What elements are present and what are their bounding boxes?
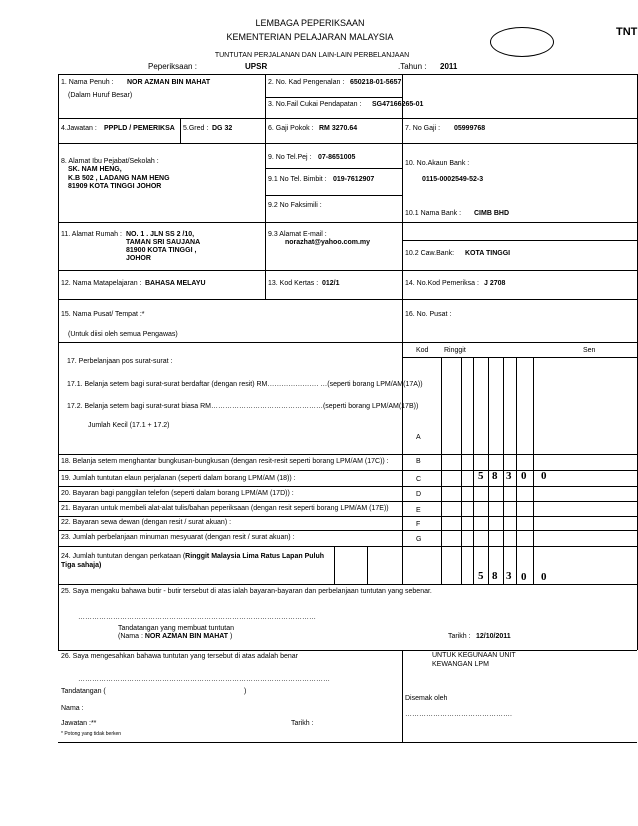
r24-digit: 5: [478, 570, 484, 582]
code-d: D: [416, 491, 422, 498]
row-21: 21. Bayaran untuk membeli alat-alat tulis/bahan peperiksaan (dengan resit seperti borang LPM/AM (17E)): [61, 505, 389, 512]
kertas-label: 13. Kod Kertas :: [268, 280, 319, 287]
jawatan-sign: Jawatan :**: [61, 720, 97, 727]
verify-dots: ………………………………………………………………………………………………: [78, 676, 330, 683]
row-17-2: 17.2. Belanja setem bagi surat-surat biasa RM…………………………………………(seperti borang LPM/AM(17B)): [67, 403, 419, 410]
r19-digit: 5: [478, 470, 484, 482]
bimbit-label: 9.1 No Tel. Bimbit :: [268, 176, 327, 183]
check-dots: ……………………………………….: [405, 711, 512, 718]
kp-value: 650218-01-5657: [350, 79, 402, 86]
cukai-label: 3. No.Fail Cukai Pendapatan :: [268, 101, 362, 108]
row-24-prefix: 24. Jumlah tuntutan dengan perkataan (: [61, 553, 186, 560]
rumah-line: TAMAN SRI SAUJANA: [126, 239, 201, 246]
row-24-words2: Tiga sahaja): [61, 562, 102, 569]
row-20: 20. Bayaran bagi panggilan telefon (seperti dalam borang LPM/AM (17D)) :: [61, 490, 294, 497]
tt-close: ): [244, 688, 247, 695]
date-label: Tarikh :: [448, 633, 471, 640]
kp-label: 2. No. Kad Pengenalan :: [268, 79, 345, 86]
row-24: [61, 553, 324, 560]
name-value: NOR AZMAN BIN MAHAT: [144, 633, 229, 640]
unit-line1: UNTUK KEGUNAAN UNIT: [432, 652, 516, 659]
r19-digit: 3: [506, 470, 512, 482]
row-18: 18. Belanja setem menghantar bungkusan-bungkusan (dengan resit-resit seperti borang LPM/AM (17C)) :: [61, 458, 389, 465]
telpej-value: 07-8651005: [318, 154, 356, 161]
email-value: norazhat@yahoo.com.my: [285, 239, 371, 246]
tt-open: Tandatangan (: [61, 688, 106, 695]
gaji-value: RM 3270.64: [319, 125, 358, 132]
nopusat-label: 16. No. Pusat :: [405, 311, 452, 318]
rumah-line: 81900 KOTA TINGGI ,: [126, 247, 197, 254]
nama-note: (Dalam Huruf Besar): [68, 92, 133, 99]
year-label: .Tahun :: [398, 62, 427, 71]
row-22: 22. Bayaran sewa dewan (dengan resit / surat akuan) :: [61, 519, 232, 526]
tarikh-sign: Tarikh :: [291, 720, 314, 727]
caw-value: KOTA TINGGI: [465, 250, 511, 257]
gred-value: DG 32: [212, 125, 233, 132]
nama-label: 1. Nama Penuh :: [61, 79, 114, 86]
nogaji-label: 7. No Gaji :: [405, 125, 441, 132]
r24-digit: 0: [521, 571, 527, 583]
row-23: 23. Jumlah perbelanjaan minuman mesyuarat (dengan resit / surat akuan) :: [61, 534, 295, 541]
gred-label: 5.Gred :: [183, 125, 209, 132]
jawatan-value: PPPLD / PEMERIKSA: [104, 125, 175, 132]
code-b: B: [416, 458, 421, 465]
nogaji-value: 05999768: [454, 125, 486, 132]
year-value: 2011: [440, 62, 458, 71]
claimant-name: [118, 633, 232, 640]
caw-label: 10.2 Caw.Bank:: [405, 250, 455, 257]
r24-digit: 0: [541, 571, 547, 583]
row-24-words: Ringgit Malaysia Lima Ratus Lapan Puluh: [185, 553, 325, 560]
rumah-label: 11. Alamat Rumah :: [61, 231, 122, 238]
faks-label: 9.2 No Faksimili :: [268, 202, 322, 209]
bank-value: CIMB BHD: [474, 210, 509, 217]
row-25: 25. Saya mengaku bahawa butir - butir tersebut di atas ialah bayaran-bayaran dan perbelanjaan tuntutan yang sebenar.: [61, 588, 432, 595]
gaji-label: 6. Gaji Pokok :: [268, 125, 314, 132]
bimbit-value: 019-7612907: [333, 176, 375, 183]
alamat-label: 8. Alamat Ibu Pejabat/Sekolah :: [61, 158, 159, 165]
code-a: A: [416, 434, 421, 441]
r19-digit: 8: [492, 470, 498, 482]
email-label: 9.3 Alamat E-mail :: [268, 231, 327, 238]
exam-value: UPSR: [245, 62, 268, 71]
nama-sign: Nama :: [61, 705, 84, 712]
nama-value: NOR AZMAN BIN MAHAT: [127, 79, 211, 86]
kod-header: Kod: [416, 347, 429, 354]
mapel-label: 12. Nama Matapelajaran :: [61, 280, 142, 287]
disemak-oleh: Disemak oleh: [405, 695, 448, 702]
alamat-line: SK. NAM HENG,: [68, 166, 122, 173]
name-prefix: (Nama :: [118, 633, 143, 640]
rumah-line: JOHOR: [126, 255, 151, 262]
kodpem-label: 14. No.Kod Pemeriksa :: [405, 280, 479, 287]
code-c: C: [416, 476, 422, 483]
telpej-label: 9. No Tel.Pej :: [268, 154, 312, 161]
kertas-value: 012/1: [322, 280, 340, 287]
pusat-note: (Untuk diisi oleh semua Pengawas): [68, 331, 178, 338]
corner-code: TNT: [616, 26, 638, 38]
signature-dots: …………………………………………………………………………………………: [78, 614, 316, 621]
jumlah-kecil: Jumlah Kecil (17.1 + 17.2): [88, 422, 170, 429]
header-ministry: KEMENTERIAN PELAJARAN MALAYSIA: [226, 32, 394, 42]
jawatan-label: 4.Jawatan :: [61, 125, 97, 132]
akaun-value: 0115-0002549-52-3: [422, 176, 484, 183]
code-e: E: [416, 507, 421, 514]
r24-digit: 8: [492, 570, 498, 582]
form-title: TUNTUTAN PERJALANAN DAN LAIN-LAIN PERBELANJAAN: [214, 52, 410, 59]
code-g: G: [416, 536, 422, 543]
alamat-line: 81909 KOTA TINGGI JOHOR: [68, 183, 162, 190]
mapel-value: BAHASA MELAYU: [145, 280, 206, 287]
bank-label: 10.1 Nama Bank :: [405, 210, 462, 217]
ringgit-header: Ringgit: [444, 347, 466, 354]
exam-label: Peperiksaan :: [148, 62, 197, 71]
sen-header: Sen: [583, 347, 596, 354]
name-suffix: ): [230, 633, 233, 640]
r24-digit: 3: [506, 570, 512, 582]
r19-digit: 0: [521, 470, 527, 482]
r19-digit: 0: [541, 470, 547, 482]
row-19: 19. Jumlah tuntutan elaun perjalanan (seperti dalam borang LPM/AM (18)) :: [61, 475, 296, 482]
sig-label: Tandatangan yang membuat tuntutan: [118, 625, 234, 632]
unit-line2: KEWANGAN LPM: [432, 661, 489, 668]
header-title: LEMBAGA PEPERIKSAAN: [255, 18, 365, 28]
row-17-1: 17.1. Belanja setem bagi surat-surat berdaftar (dengan resit) RM…………………. …(seperti borang LPM/AM(17A)): [67, 381, 423, 388]
footnote: * Potong yang tidak berken: [61, 731, 122, 737]
akaun-label: 10. No.Akaun Bank :: [405, 160, 470, 167]
row-26: 26. Saya mengesahkan bahawa tuntutan yang tersebut di atas adalah benar: [61, 653, 299, 660]
kodpem-value: J 2708: [484, 280, 506, 287]
alamat-line: K.B 502 , LADANG NAM HENG: [68, 175, 170, 182]
rumah-line: NO. 1 . JLN SS 2 /10,: [126, 231, 195, 238]
code-f: F: [416, 521, 421, 528]
cukai-value: SG47166265-01: [372, 101, 424, 108]
date-value: 12/10/2011: [476, 633, 511, 640]
pusat-label: 15. Nama Pusat/ Tempat :*: [61, 311, 145, 318]
row-17: 17. Perbelanjaan pos surat-surat :: [67, 358, 173, 365]
